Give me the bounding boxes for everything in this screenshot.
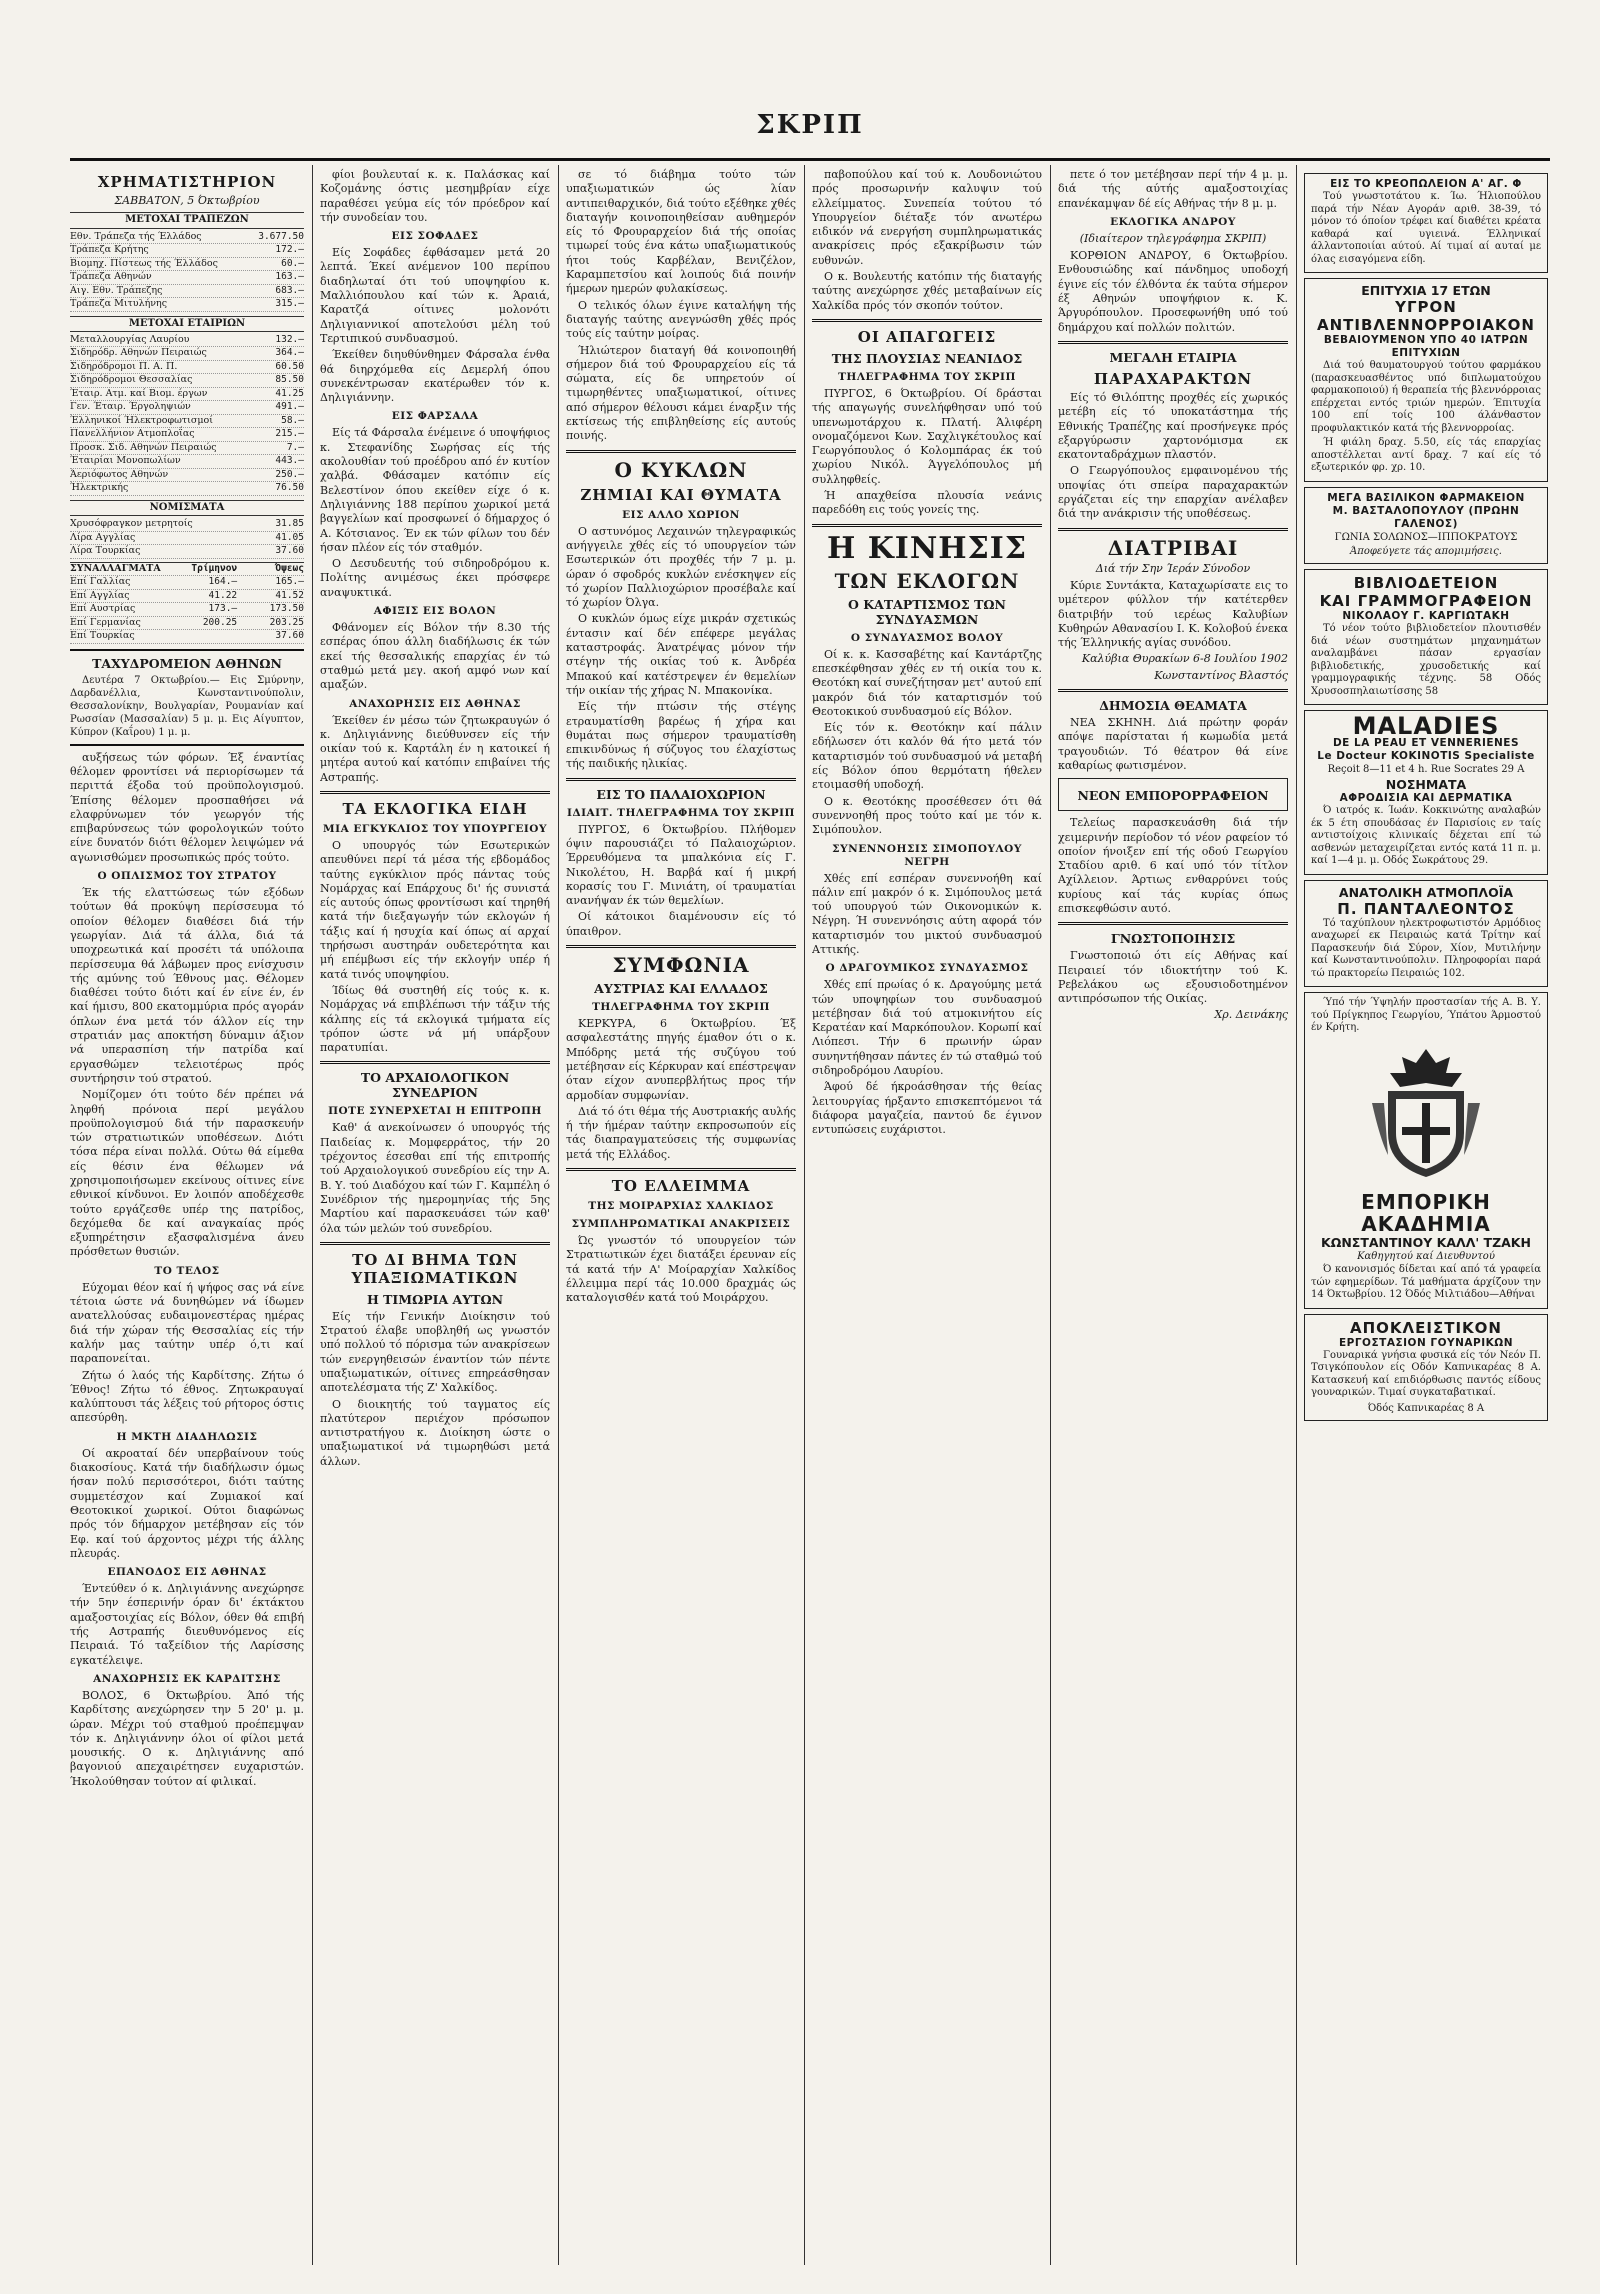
signature-name: Κωνσταντίνος Βλαστός <box>1154 668 1288 682</box>
article-paragraph: Καθ' ά ανεκοίνωσεν ό υπουργός τής Παιδείας κ. Μομφερράτος, τήν 20 τρέχοντος έσεσθαι επί τής επιτροπής τού Αρχαιολογικού συνεδρίου είς την Α. Β. Υ. τού Διαδόχου καί τών Γ. Καμπέλη ό Συνέδριον τής ημερομηνίας τής 5ης Μαρτίου καί παρασκευάσει τών καθ' όλα τών μελών τού συνεδρίου. <box>320 1121 550 1235</box>
fx-sight: 165.— <box>275 576 304 588</box>
market-row <box>70 347 304 361</box>
divider <box>320 1061 550 1064</box>
headline: ΔΗΜΟΣΙΑ ΘΕΑΜΑΤΑ <box>1099 698 1247 714</box>
market-row-name: Τράπεζα Αθηνών <box>70 271 152 283</box>
article-paragraph: Είς Σοφάδες έφθάσαμεν μετά 20 λεπτά. Έκεί ανέμενον 100 περίπου διαδηλωταί ότι τού υποψηφίου κ. Μαλλιόπουλου καί τών κ. Άραιά, Καρατζά οίτινες μολονότι Δηλιγιαννικοί αποτελούσι μέλη τού Τερτιπικού συνδυασμού. <box>320 246 550 345</box>
subheadline: ΤΗΛΕΓΡΑΦΗΜΑ ΤΟΥ ΣΚΡΙΠ <box>838 370 1016 383</box>
column-rule <box>312 165 313 2265</box>
fx-three <box>170 630 237 643</box>
article-paragraph: Ο υπουργός τών Εσωτερικών απευθύνει περί τά μέσα τής εβδομάδος ταύτης εγκύκλιον πρός πάντας τούς Νομάρχας καί Επάρχους δι' ής συνιστά είς αυτούς όπως φροντίσωσι καί τηρηθή κατά τήν διεξαγωγήν τών εκλογών ή τάξις καί ή ησυχία καί όπως αί αρχαί τηρήσωσι αυστηράν ουδετερότητα και μή επέμβωσι είς τήν εκλογήν υπέρ ή κατά τινός υποψηφίου. <box>320 838 550 981</box>
market-row-name: Σιδηρόδρομοι Π. Α. Π. <box>70 360 178 372</box>
market-row-value: 37.60 <box>275 545 304 557</box>
market-row <box>70 518 304 532</box>
market-row-value: 58.— <box>281 414 304 426</box>
headline: ΓΝΩΣΤΟΠΟΙΗΣΙΣ <box>1110 931 1236 947</box>
article-paragraph: ΝΕΑ ΣΚΗΝΗ. Διά πρώτην φοράν απόψε παρίσταται ή κωμωδία μετά τραγουδιών. Τό θέατρον θά είνε καθαρίως φωτισμένον. <box>1058 716 1288 772</box>
market-row <box>70 334 304 348</box>
headline: ΔΙΑΤΡΙΒΑΙ <box>1107 535 1239 560</box>
section-heading: ΕΙΣ ΦΑΡΣΑΛΑ <box>391 410 479 423</box>
subheadline: Ο ΣΥΝΔΥΑΣΜΟΣ ΒΟΛΟΥ <box>850 631 1004 644</box>
column-3 <box>566 168 796 2268</box>
article-paragraph: Ίδίως θά συστηθή είς τούς κ. κ. Νομάρχας νά επιβλέπωσι τήν τάξιν τής κάλπης είς τά εκλογικά τμήματα είς τρόπον ώστε νά μή υπάρξουν παρατυπίαι. <box>320 983 550 1055</box>
market-row <box>70 482 304 496</box>
market-row-name: Σιδηρόδρομοι Θεσσαλίας <box>70 374 193 386</box>
article-paragraph: Έκείθεν έν μέσω τών ζητωκραυγών ό κ. Δηλιγιάννης διεύθυνσεν είς τήν οικίαν τού κ. Καρτάλη έν η κατοικεί ή μητέρα αυτού καί κατόπιν επιβαίνει τής Αστραπής. <box>320 713 550 784</box>
fx-title: ΣΥΝΑΛΛΑΓΜΑΤΑ <box>70 562 161 574</box>
headline: ΕΙΣ ΤΟ ΠΑΛΑΙΟΧΩΡΙΟΝ <box>596 786 766 802</box>
market-row-value: 41.25 <box>275 387 304 399</box>
fx-row <box>70 603 304 617</box>
market-row-name: Έταιρ. Ατμ. καί Βιομ. έργων <box>70 387 208 399</box>
post-title: ΤΑΧΥΔΡΟΜΕΙΟΝ ΑΘΗΝΩΝ <box>92 655 282 671</box>
fx-name: Επί Γαλλίας <box>70 576 131 588</box>
market-date: ΣΑΒΒΑΤΟΝ, 5 Όκτωβρίου <box>114 194 260 207</box>
ad-title: ΜΕΓΑ ΒΑΣΙΛΙΚΟΝ ΦΑΡΜΑΚΕΙΟΝ <box>1327 491 1525 504</box>
section-heading: ΑΝΑΧΩΡΗΣΙΣ ΕΚ ΚΑΡΔΙΤΣΗΣ <box>93 1672 281 1685</box>
market-row-name: Προσκ. Σιδ. Αθηνών Πειραιώς <box>70 441 217 453</box>
ad-subtitle: ΕΡΓΟΣΤΑΣΙΟΝ ΓΟΥΝΑΡΙΚΩΝ <box>1339 1336 1513 1349</box>
royal-crest-icon <box>1366 1043 1486 1183</box>
fx-row <box>70 617 304 631</box>
subheadline: ΑΥΣΤΡΙΑΣ ΚΑΙ ΕΛΛΑΔΟΣ <box>594 981 768 997</box>
market-row-value: 76.50 <box>275 482 304 494</box>
ad-name: ΝΙΚΟΛΑΟΥ Γ. ΚΑΡΓΙΩΤΑΚΗ <box>1342 610 1510 623</box>
divider <box>70 744 304 746</box>
subheadline: ΖΗΜΙΑΙ ΚΑΙ ΘΥΜΑΤΑ <box>580 485 782 504</box>
article-paragraph: ΚΕΡΚΥΡΑ, 6 Όκτωβρίου. Έξ ασφαλεστάτης πηγής έμαθον ότι ο κ. Μπόδρης μετά τής συζύγου τού μετέβησαν είς Κέρκυραν καί επέστρεψαν όταν είχον ανυπερβλήτως προς τήν αρμοδίαν συμφωνίαν. <box>566 1017 796 1102</box>
market-row <box>70 428 304 442</box>
article-paragraph: Είς τόν κ. Θεοτόκην καί πάλιν εδήλωσεν ότι καλόν θά ήτο μετά τόν καταρτισμόν τού συνδυασμού νά μεταβή είς Βόλον όπου θερμότατη ήθελεν ετοιμασθή υποδοχή. <box>812 721 1042 792</box>
ad-price: Ή φιάλη δραχ. 5.50, είς τάς επαρχίας αποστέλλεται αντί δραχ. 7 καί είς τό εξωτερικόν φρ. χρ. 10. <box>1311 437 1541 473</box>
subheadline: ΤΗΣ ΜΟΙΡΑΡΧΙΑΣ ΧΑΛΚΙΔΟΣ <box>588 1200 774 1213</box>
ad-title: ΑΠΟΚΛΕΙΣΤΙΚΟΝ <box>1350 1318 1502 1337</box>
market-row-value: 60.— <box>281 257 304 269</box>
article-paragraph: Ο διοικητής τού ταγματος είς πλατύτερον περιέχον πρόσωπον αντιστρατήγου κ. Διοίκηση ώστε ο υπαξιωματικοί νά τιμωρηθώσι μετά άλλων. <box>320 1397 550 1468</box>
masthead <box>70 110 1550 150</box>
market-row <box>70 258 304 272</box>
ad-title: MALADIES <box>1352 712 1500 741</box>
market-row <box>70 455 304 469</box>
subheadline: Ο ΚΑΤΑΡΤΙΣΜΟΣ ΤΩΝ ΣΥΝΔΥΑΣΜΩΝ <box>848 596 1006 627</box>
ad-subtitle: Καθηγητού καί Διευθυντού <box>1357 1250 1495 1262</box>
ad-butcher <box>1304 173 1548 273</box>
column-1 <box>70 168 304 2268</box>
fx-sight: 37.60 <box>275 630 304 642</box>
section-heading: Η ΜΚΤΗ ΔΙΑΔΗΛΩΣΙΣ <box>116 1430 258 1443</box>
market-row-name: Τράπεζα Μιτυλήνης <box>70 298 168 310</box>
article-paragraph: Διά τό ότι θέμα τής Αυστριακής αυλής ή τήν ήμέραν ταύτην εκπροσωπούν είς τάς διαπραγματεύσεις τής συμφωνίας μετά τής Ελλάδος. <box>566 1104 796 1161</box>
article-paragraph: ΒΟΛΟΣ, 6 Όκτωβρίου. Άπό τής Καρδίτσης ανεχώρησεν την 5 20' μ. μ. ώραν. Μέχρι τού σταθμού προέπεμψαν τόν κ. Δηλιγιάννην όλοι οί φίλοι μετά μουσικής. Ο κ. Δηλιγιάννης από βαγονιού απεχαιρέτησεν ευχαριστών. Ήκολούθησαν τούτον αί φιλικαί. <box>70 1688 304 1788</box>
article-paragraph: Ο Γεωργόπουλος εμφαινομένου τής υποψίας ότι σπείρα παραχαρακτών εργάζεται είς την επαρχίαν ανέλαβεν διά την ανάκρισιν τής υποθέσεως. <box>1058 464 1288 521</box>
divider <box>566 450 796 453</box>
article-paragraph: Νομίζομεν ότι τούτο δέν πρέπει νά ληφθή πρόνοια περί μεγάλου προϋπολογισμού διά τήν παρασκευήν τών στρατιωτικών υποθέσεων. Διότι τόσα πέρα είναι πολλά. Ούτω θά είμεθα είς θέσιν ένα θέλωμεν νά χρησιμοποιήσωμεν εκείνους οίτινες είνε εθνικοί κίνδυνοι. Εν λοιπόν αποδέχεσθε τούτο εργάζεσθε υπέρ της πατρίδος, δεχόμεθα δε καί αναγκαίας πρός εξυπηρέτησιν εξασφαλισμένα άνευ πρόσθετων θυσιών. <box>70 1088 304 1259</box>
market-row-name: Άεριόφωτος Αθηνών <box>70 468 169 480</box>
article-paragraph: Ο Δεσυδευτής τού σιδηροδρόμου κ. Πολίτης ανιμέσως έκει πρόσφερε αναψυκτικά. <box>320 557 550 599</box>
ad-academy <box>1304 992 1548 1308</box>
market-row-name: Χρυσόφραγκον μετρητοίς <box>70 518 193 530</box>
article-paragraph: φίοι βουλευταί κ. κ. Παλάσκας καί Κοζομάνης όστις μεσημβρίαν είχε παραθέσει γεύμα είς τόν πρόεδρον καί τήν συνοδείαν του. <box>320 168 550 224</box>
ad-note: Άποφεύγετε τάς απομιμήσεις. <box>1350 545 1502 557</box>
fx-three: 200.25 <box>202 616 238 628</box>
ad-title: ΕΜΠΟΡΙΚΗ ΑΚΑΔΗΜΙΑ <box>1361 1189 1491 1236</box>
article-paragraph: Εύχομαι θέον καί ή ψήφος σας νά είνε τέτοια ώστε νά δυνηθώμεν νά ίδωμεν ανατελλούσας ευδαιμονεστέρας ημέρας διά τήν χώραν τής Θεσσαλίας είς τήν καλήν μας ταύτην υπέρ ό,τι καί παραπονείται. <box>70 1280 304 1366</box>
article-paragraph: Οί ακροαταί δέν υπερβαίνουν τούς διακοσίους. Κατά τήν διαδήλωσιν όμως ήσαν πολύ περισσότεροι, διότι ταύτης συμμετέσχον καί Ζυμιακοί καί Θεοτοκικοί χωρικοί. Ούτοι διαφώνως πρός τόν δήμαρχον μετέβησαν είς τόν Εφ. καί τού άρχοντος μέχρι τής άλλης πλευράς. <box>70 1446 304 1560</box>
article-paragraph: αυξήσεως τών φόρων. Έξ έναντίας θέλομεν φροντίσει νά περιορίσωμεν τά περιττά έξοδα τού προϋπολογισμού. Έπίσης θέλομεν προσπαθήσει νά ελαφρύνωμεν τόν γεωργόν τής επιβαρύνσεως τών φορολογικών τούτο είνε δυνατόν διότι θέλομεν λειψώμεν νά αγωνισθώμεν προσωπικώς πρός τούτο. <box>70 750 304 864</box>
article-paragraph: Φθάνομεν είς Βόλον τήν 8.30 τής εσπέρας όπου άλλη διαδήλωσις έκ τών εκεί τής θεσσαλικής επαρχίας έν τώ σταθμώ μετά μεγ. ακοή αμφό νων καί αμαξών. <box>320 621 550 692</box>
ad-subtitle: ΒΕΒΑΙΟΥΜΕΝΟΝ ΥΠΟ 40 ΙΑΤΡΩΝ ΕΠΙΤΥΧΙΩΝ <box>1323 334 1529 359</box>
ad-text: Ό ιατρός κ. Ίωάν. Κοκκινώτης αναλαβών έκ 5 έτη σπουδάσας έν Παρισίοις εν ταίς αντιστοίχοις κλινικαίς δέχεται επί τώ ασθενών μεταχειρίζεται εντός κατά 11 π. μ. καί 1—4 μ. μ. Οδός Σωκράτους 29. <box>1311 805 1541 867</box>
column-6-ads <box>1304 168 1548 2268</box>
column-4 <box>812 168 1042 2268</box>
article-paragraph: Οί κάτοικοι διαμένουσιν είς τό ύπαιθρον. <box>566 910 796 938</box>
market-row-value: 172.— <box>275 244 304 256</box>
section-heading: ΕΠΑΝΟΔΟΣ ΕΙΣ ΑΘΗΝΑΣ <box>107 1566 267 1579</box>
article-paragraph: Ο αστυνόμος Λεχαινών τηλεγραφικώς ανήγγειλε χθές είς τό υπουργείον τών Εσωτερικών ότι προχθές τήν 7 μ. μ. ώραν ό σφοδρός κυκλών ενέσκηψεν είς τό χωρίον Παλλιοχώριον προσέβαλε καί τό χωρίον Όλγα. <box>566 524 796 610</box>
headline: Ο ΚΥΚΛΩΝ <box>614 457 748 482</box>
banks-title: ΜΕΤΟΧΑΙ ΤΡΑΠΕΖΩΝ <box>70 212 304 228</box>
column-rule <box>804 165 805 2265</box>
article-paragraph: Είς τά Φάρσαλα ένέμεινε ό υποψήφιος κ. Στεφανίδης Σωρήσας είς τής ακολουθίαν τού προέδρου από έν κυτίον χαλβά. Φθάσαμεν κατόπιν είς Βελεστίνον όπου εκείθεν είχε ό κ. Δηλιγιάννης 188 περίπου χωρικοί μετά βαγγελίων καί προσφωνεί ό δήμαρχος ό Α. Κότσιανος. Έν εκ τών φίλων του δέν ήσαν πλέον είς τόν σταθμόν. <box>320 426 550 554</box>
fx-table <box>70 576 304 644</box>
market-row <box>70 469 304 483</box>
section-heading: ΑΦΙΞΙΣ ΕΙΣ ΒΟΛΟΝ <box>373 605 497 618</box>
article-paragraph: ΠΥΡΓΟΣ, 6 Όκτωβρίου. Οί δράσται τής απαγωγής συνελήφθησαν υπό τού υπενωμοτάρχου κ. Πλατή. Άλιφέρη ονομαζόμενοι Κων. Σαχλιγκέτουλος καί Γεωργόπουλος ό Κολομπάρας έκ τού χωρίου Νικόλ. Άγγελόπουλος μή συλληφθείς. <box>812 386 1042 486</box>
companies-table <box>70 334 304 496</box>
market-row-value: 215.— <box>275 428 304 440</box>
subheadline: ΜΙΑ ΕΓΚΥΚΛΙΟΣ ΤΟΥ ΥΠΟΥΡΓΕΙΟΥ <box>323 822 547 835</box>
ad-subtitle: ΚΩΝΣΤΑΝΤΙΝΟΥ ΚΑΛΛ' ΤΖΑΚΗ <box>1321 1234 1531 1250</box>
divider <box>566 1168 796 1171</box>
section-heading: ΑΝΑΧΩΡΗΣΙΣ ΕΙΣ ΑΘΗΝΑΣ <box>349 697 521 710</box>
divider <box>1058 689 1288 692</box>
fx-three: 164.— <box>208 576 238 588</box>
market-row-name: Έλληνικοί Ήλεκτροφωτισμοί <box>70 414 213 426</box>
ad-pharmacy <box>1304 487 1548 565</box>
divider <box>1058 341 1288 344</box>
fx-sight: 173.50 <box>269 603 304 615</box>
market-row <box>70 532 304 546</box>
subheadline: ΣΥΜΠΛΗΡΩΜΑΤΙΚΑΙ ΑΝΑΚΡΙΣΕΙΣ <box>571 1218 791 1231</box>
fx-name: Επί Αυστρίας <box>70 603 136 615</box>
banks-table <box>70 231 304 312</box>
market-row <box>70 231 304 245</box>
market-row-value: 491.— <box>275 401 304 413</box>
article-paragraph: Είς τήν Γενικήν Διοίκησιν τού Στρατού έλαβε υποβληθή ως γνωστόν υπό πολλού τό πόρισμα τών ανακρίσεων τών ενεργηθεισών έναντίον τών πέντε υπαξιωματικών, οίτινες επηρεάσθησαν αποτελέσματα τής Ζ' Χαλκίδος. <box>320 1309 550 1395</box>
market-row-name: Αιγ. Εθν. Τράπεζης <box>70 284 163 296</box>
ad-subtitle: Μ. ΒΑΣΤΑΛΟΠΟΥΛΟΥ (ΠΡΩΗΝ ΓΑΛΕΝΟΣ) <box>1332 504 1520 530</box>
subheadline: Η ΤΙΜΩΡΙΑ ΑΥΤΩΝ <box>366 1291 504 1307</box>
article-paragraph: Κύριε Συντάκτα, Καταχωρίσατε εις το υμέτερον φύλλον τήν κατέτερθεν διατριβήν τού ιερέως Καλυβίων Κυθηρών Αθανασίου Ι. Κ. Κολοβού ένεκα τής Έλληνικής αγίας συνόδου. <box>1058 578 1288 650</box>
ad-doctor <box>1304 710 1548 875</box>
fx-header <box>70 562 304 577</box>
column-5 <box>1058 168 1288 2268</box>
fx-name: Επί Αγγλίας <box>70 589 130 601</box>
section-heading: ΕΙΣ ΣΟΦΑΔΕΣ <box>391 230 479 243</box>
article-paragraph: Έκ τής ελαττώσεως τών εξόδων τούτων θά προκύψη περίσσευμα τό οποίον θέλομεν διαθέσει διά τήν γεωργίαν. Διά τά άλλα, διά τά υποχρεωτικά καί προσέτι τά υπόλοιπα περίσσευμα θά λάβωμεν προς ενίσχυσιν τής αμύνης τού Έθνους μας. Θέλομεν διαθέσει τούτο διότι καί έν είνε έν, έν καί ήμισυ, 800 εκατομμύρια πρός αγοράν όπλων ένα μετά τόν άλλον είς την στρατιάν μας αποκτήση δύναμιν άξιον νά υπερασπίση τήν πατρίδα καί εργασθώμεν τελειοτέρως πρός συντήρησιν τού στρατού. <box>70 886 304 1085</box>
coins-table <box>70 518 304 559</box>
ad-text: Τού γνωστοτάτου κ. Ίω. Ήλιοπούλου παρά τήν Νέαν Αγοράν αριθ. 38-39, τό μόνον τό όποίον τρέφει καί διαθέτει κρέατα καθαρά καί υγιεινά. Έλληνικαί άλλαντοποιίαι αύτού. Αί τιμαί αί αυταί με όλας εισαγόμενα είδη. <box>1311 191 1541 265</box>
article-paragraph: Χθές επί πρωίας ό κ. Δραγούμης μετά τών υποψηφίων του συνδυασμού μετέβησαν διά τού ατμοκινήτου είς Κερατέαν καί Μαρκόπουλον. Κορωπί καί Λιόπεσι. Τήν 6 πρωινήν ώραν συνηντήθησαν πάντες έν τώ σταθμώ τού σιδηροδρόμου Λαυρίου. <box>812 978 1042 1078</box>
fx-row <box>70 630 304 644</box>
ad-furs <box>1304 1314 1548 1421</box>
headline: ΣΥΜΦΩΝΙΑ <box>612 953 750 978</box>
article-paragraph: σε τό διάβημα τούτο τών υπαξιωματικών ώς λίαν αντιπειθαρχικόν, διά τούτο εξέθηκε χθές διαταγήν κοινοποιηθείσαν αυθημερόν είς τό Φρουραρχείον διά τής οποίας τιμωρεί τούς ένα κάτω υπαξιωματικούς ήτοι τούς Καρβέλαν, Βενιζέλον, Καραμπετσίου καί λοιπούς διά ποινήν ήμερων ημερών φυλακίσεως. <box>566 168 796 296</box>
subheadline: ΤΗΛΕΓΡΑΦΗΜΑ ΤΟΥ ΣΚΡΙΠ <box>592 1001 770 1014</box>
ad-hours: Reçoit 8—11 et 4 h. Rue Socrates 29 A <box>1327 764 1525 776</box>
ad-title: ΑΝΑΤΟΛΙΚΗ ΑΤΜΟΠΛΟΪΑ <box>1338 884 1514 900</box>
ad-title: ΕΠΙΤΥΧΙΑ 17 ΕΤΩΝ <box>1361 283 1491 298</box>
market-row-name: Έταιρίαι Μονοπωλίων <box>70 455 181 467</box>
section-heading: Ο ΔΡΑΓΟΥΜΙΚΟΣ ΣΥΝΔΥΑΣΜΟΣ <box>825 962 1029 975</box>
market-row <box>70 298 304 312</box>
article-paragraph: Ο τελικός όλων έγινε καταλήψη τής διαταγής ταύτης ανεγνώσθη χθές πρός τούς είς ταύτην μοίρας. <box>566 298 796 341</box>
market-row-value: 443.— <box>275 455 304 467</box>
column-rule <box>1050 165 1051 2265</box>
fx-name: Επί Γερμανίας <box>70 616 141 628</box>
headline: ΤΟ ΔΙ ΒΗΜΑ ΤΩΝ ΥΠΑΞΙΩΜΑΤΙΚΩΝ <box>351 1250 519 1287</box>
subheadline: Διά τήν Σην Ίεράν Σύνοδον <box>1095 561 1251 575</box>
fx-sight: 203.25 <box>269 616 304 628</box>
headline: Η ΚΙΝΗΣΙΣ <box>826 530 1028 566</box>
market-row-value: 163.— <box>275 271 304 283</box>
article-paragraph: παβοπούλου καί τού κ. Λουδονιώτου πρός προσωρινήν καλυψιν τού ελλείμματος. Συνεπεία τούτου τό Υπουργείον διέταξε τόν ανωτέρω ειδικόν νά ενεργήση συμπληρωματικάς ανακρίσεις πρός εξακρίβωσιν τών ευθυνών. <box>812 168 1042 267</box>
subheadline: ΙΔΙΑΙΤ. ΤΗΛΕΓΡΑΦΗΜΑ ΤΟΥ ΣΚΡΙΠ <box>567 806 795 819</box>
divider <box>566 945 796 948</box>
market-row <box>70 271 304 285</box>
headline: ΤΟ ΕΛΛΕΙΜΜΑ <box>611 1177 751 1196</box>
market-row-value: 3.677.50 <box>258 230 304 242</box>
section-heading: ΣΥΝΕΝΝΟΗΣΙΣ ΣΙΜΟΠΟΥΛΟΥ ΝΕΓΡΗ <box>832 842 1022 868</box>
article-paragraph: Χθές επί εσπέραν συνεννοήθη καί πάλιν επί μακρόν ό κ. Σιμόπουλος μετά τού υπουργού τών Οικονομικών κ. Νέγρη. Ή συνεννόησις αύτη αφορά τόν καταρτισμόν του μικτού συνδυασμού Αττικής. <box>812 871 1042 956</box>
article-paragraph: Είς τήν πτώσιν τής στέγης ετραυματίσθη βαρέως ή χήρα και θυμάται πως σήμερον τραυματίσθη επικινδύνως ή σύζυγος του έλαχίστως τής παιδικής ηλικίας. <box>566 700 796 771</box>
market-row-value: 31.85 <box>275 518 304 530</box>
subheadline: ΠΟΤΕ ΣΥΝΕΡΧΕΤΑΙ Η ΕΠΙΤΡΟΠΗ <box>328 1105 542 1118</box>
shop-box <box>1058 778 1288 811</box>
ad-name: Le Docteur KOKINOTIS Specialiste <box>1317 750 1535 763</box>
ad-text: Ό κανονισμός δίδεται καί από τά γραφεία τών εφημερίδων. Τά μαθήματα άρχίζουν την 14 Όκτωβρίου. 12 Όδός Μιλτιάδου—Αθήναι <box>1311 1264 1541 1301</box>
article-paragraph: Άφού δέ ήκροάσθησαν τής θείας λειτουργίας ήρξαντο επισκεπτόμενοι τά διάφορα μαγαζεία, παντού δε έγινον εντυπώσεις ευχάριστοι. <box>812 1080 1042 1137</box>
market-row <box>70 388 304 402</box>
subheadline: ΤΩΝ ΕΚΛΟΓΩΝ <box>834 568 1020 593</box>
market-row-value: 85.50 <box>275 374 304 386</box>
market-title: ΧΡΗΜΑΤΙΣΤΗΡΙΟΝ <box>97 173 277 191</box>
divider <box>1058 922 1288 925</box>
signature-date: Καλύβια Θυρακίων 6-8 Ιουλίου 1902 <box>1081 652 1288 666</box>
fx-three: 173.— <box>208 603 238 615</box>
market-row-value: 60.50 <box>275 360 304 372</box>
column-2 <box>320 168 550 2268</box>
column-rule <box>558 165 559 2265</box>
divider <box>320 1242 550 1245</box>
ad-subtitle: Π. ΠΑΝΤΑΛΕΟΝΤΟΣ <box>1337 899 1515 918</box>
article-paragraph: Γνωστοποιώ ότι είς Αθήνας καί Πειραιεί τόν ιδιοκτήτην τού Κ. Ρεβελάκου ως εξουσιοδοτημένον αντιπρόσωπον τής Οικίας. <box>1058 949 1288 1006</box>
ad-title: ΕΙΣ ΤΟ ΚΡΕΟΠΩΛΕΙΟΝ Α' ΑΓ. Φ <box>1330 178 1522 190</box>
article-paragraph: Είς τό Θιλόπτης προχθές είς χωρικός μετέβη είς τό υποκατάστημα τής Εθνικής Τραπέζης καί προσήνεγκε πρός εξαργύρωσιν χαρτονόμισμα εκ εκατονταδράχμων πλαστόν. <box>1058 390 1288 462</box>
article-paragraph: ΠΥΡΓΟΣ, 6 Όκτωβρίου. Πλήθομεν όψιν παρουσιάζει τό Παλαιοχώριον. Έρρευθόμενα τα μπαλκόνια είς Γ. Νικολέτου, Η. Βαρβά καί ή μικρή κορασίς του Γ. Μινιάτη, οί τραυματίαι ανανήψαν έκ τών θεμελίων. <box>566 822 796 908</box>
ad-subtitle: ΚΑΙ ΓΡΑΜΜΟΓΡΑΦΕΙΟΝ <box>1319 592 1533 611</box>
headline: ΟΙ ΑΠΑΓΩΓΕΙΣ <box>857 327 997 346</box>
ad-subtitle: DE LA PEAU ET VENNERIENES <box>1332 737 1520 750</box>
fx-col-three: Τρίμηνον <box>191 562 238 574</box>
market-row <box>70 285 304 299</box>
ad-remedy <box>1304 278 1548 482</box>
article-paragraph: Τελείως παρασκευάσθη διά τήν χειμερινήν περίοδον τό νέον ραφείον τό οποίον ήνοιξεν επί τής οδού Γεωργίου Σταδίου αριθ. 6 καί υπό τόν τίτλον Αχίλλειον. Άρτιως ενθαρρύνει τούς κυρίους καί τάς κυρίας όπως επισκεφθώσιν αυτό. <box>1058 816 1288 915</box>
ad-address: ΓΩΝΙΑ ΣΟΛΩΝΟΣ—ΙΠΠΟΚΡΑΤΟΥΣ <box>1334 531 1518 543</box>
ad-text: Τό ταχύπλουν ηλεκτροφωτιστόν Αρμόδιος αναχωρεί εκ Πειραιώς κατά Τρίτην καί Παρασκευήν διά Σύρον, Χίον, Μυτιλήνην καί Κωνσταντινούπολιν. Πληροφορίαι παρά τώ πρακτορείω Πειραιώς 102. <box>1311 917 1541 979</box>
market-row-name: Τράπεζα Κρήτης <box>70 244 149 256</box>
market-row <box>70 415 304 429</box>
market-row <box>70 374 304 388</box>
headline: ΝΕΟΝ ΕΜΠΟΡΟΡΡΑΦΕΙΟΝ <box>1077 788 1269 804</box>
masthead-rule <box>70 158 1550 161</box>
ad-text: Διά τού θαυματουργού τούτου φαρμάκου (παρασκευασθέντος υπό διπλωματούχου φαρμακοποιού) ή θεραπεία τής βλεννόρροιας επέρχεται εντός τριών ημερών. Έπιτυχία 100 επί τοίς 100 άλάνθαστον προφυλακτικόν κατά τής βλεννορροίας. <box>1311 360 1541 434</box>
article-paragraph: Ο κυκλών όμως είχε μικράν σχετικώς έντασιν καί δέν επέφερε μεγάλας καταστροφάς. Άνατρέψας μόνον τήν στέγην τής οικίας τού κ. Άνδρέα Μπακού καί κατέστρεψεν έν θεμελίων τήν οικίαν τής χήρας Ν. Μπακονίκα. <box>566 612 796 697</box>
market-row-name: Σιδηρόδρ. Αθηνών Πειραιώς <box>70 347 207 359</box>
subheadline: ΠΑΡΑΧΑΡΑΚΤΩΝ <box>1093 369 1253 388</box>
ad-subtitle: ΑΦΡΟΔΙΣΙΑ ΚΑΙ ΔΕΡΜΑΤΙΚΑ <box>1339 792 1513 805</box>
article-paragraph: Ώς γνωστόν τό υπουργείον τών Στρατιωτικών έχει διατάξει έρευναν είς τά κατά τήν Α' Μοίραρχίαν Χαλκίδος έλλειμμα περί τάς 10.000 δραχμάς ώς καταλογισθέν κατά τού Μοιράρχου. <box>566 1234 796 1305</box>
market-row-value: 683.— <box>275 284 304 296</box>
divider <box>320 791 550 794</box>
companies-title: ΜΕΤΟΧΑΙ ΕΤΑΙΡΙΩΝ <box>70 316 304 332</box>
article-paragraph: Ο κ. Βουλευτής κατόπιν τής διαταγής ταύτης ανεχώρησε χθές μεταβαίνων είς Χαλκίδα πρός τόν σκοπόν τούτον. <box>812 270 1042 312</box>
ad-text: Γουναρικά γνήσια φυσικά είς τόν Νεόν Π. Τσιγκόπουλον είς Οδόν Καπνικαρέας 8 Α. Κατασκευή καί επιδιόρθωσις παντός είδους γουναρικών. Τιμαί συγκαταβατικαί. <box>1311 1349 1541 1399</box>
divider <box>812 319 1042 322</box>
divider <box>1058 528 1288 531</box>
ad-shipping <box>1304 880 1548 988</box>
divider <box>566 778 796 781</box>
fx-col-sight: Όψεως <box>275 562 304 574</box>
market-row-value: 250.— <box>275 468 304 480</box>
subheadline: ΕΙΣ ΑΛΛΟ ΧΩΡΙΟΝ <box>622 508 740 521</box>
market-row-value: 41.05 <box>275 531 304 543</box>
ad-subtitle: ΝΟΣΗΜΑΤΑ <box>1385 777 1467 793</box>
newspaper-page <box>70 0 1550 2294</box>
section-subheading: (Ιδιαίτερον τηλεγράφημα ΣΚΡΙΠ) <box>1079 231 1267 245</box>
column-rule <box>1296 165 1297 2265</box>
ad-bindery <box>1304 569 1548 705</box>
article-paragraph: Ο κ. Θεοτόκης προσέθεσεν ότι θά συνεννοηθή προς τούτο καί με τόν κ. Σιμόπουλον. <box>812 794 1042 837</box>
market-row <box>70 401 304 415</box>
ad-text: Τό νέον τούτο βιβλιοδετείον πλουτισθέν διά νέων συστημάτων μηχανημάτων αναλαμβάνει πάσαν εργασίαν βιβλιοδετικής, χρυσοδετικής καί γραμμογραφικής τέχνης. 58 Οδός Χρυσοσπηλαιωτίσσης 58 <box>1311 623 1541 697</box>
market-row-name: Μεταλλουργίας Λαυρίου <box>70 333 190 345</box>
article-paragraph: Έντεύθεν ό κ. Δηλιγιάννης ανεχώρησε τήν 5ην έσπερινήν όραν δι' έκτάκτου αμαξοστοιχίας είς Βόλον, όθεν θά επιβή τής Αστραπής διευθυνόμενος είς Πειραιά. Τό ταξείδιον τής Λαρίσσης εγκατέλειψε. <box>70 1582 304 1667</box>
section-heading: ΕΚΛΟΓΙΚΑ ΑΝΔΡΟΥ <box>1110 215 1236 228</box>
article-paragraph: Ζήτω ό λαός τής Καρδίτσης. Ζήτω ό Έθνος! Ζήτω τό έθνος. Ζητωκραυγαί καλύπτουσι τάς λέξεις τού ρήτορος όστις απεσύρθη. <box>70 1368 304 1425</box>
market-row <box>70 361 304 375</box>
coins-title: ΝΟΜΙΣΜΑΤΑ <box>70 500 304 516</box>
market-row-name: Ήλεκτρικής <box>70 482 129 494</box>
section-heading: ΤΟ ΤΕΛΟΣ <box>154 1264 220 1277</box>
fx-sight: 41.52 <box>275 589 304 601</box>
divider <box>70 649 304 651</box>
section-heading: Ο ΟΠΛΙΣΜΟΣ ΤΟΥ ΣΤΡΑΤΟΥ <box>97 870 277 883</box>
article-paragraph: ΚΟΡΘΙΟΝ ΑΝΔΡΟΥ, 6 Όκτωβρίου. Ενθουσιώδης καί πάνδημος υποδοχή έγινε είς τόν έλθόντα έκ ταύτα σήμερον έξ Αθηνών υποψήφιον κ. Κ. Άργυρόπουλον. Προσεφωνήθη υπό τού δημάρχου καί πολλών πολιτών. <box>1058 249 1288 334</box>
market-row-name: Βιομηχ. Πίστεως τής Έλλάδος <box>70 257 218 269</box>
post-text: Δευτέρα 7 Οκτωβρίου.— Εις Σμύρνην, Δαρδανέλλια, Κωνσταντινούπολιν, Θεσσαλονίκην, Βουλγαρίαν, Ρουμανίαν καί Ρωσσίαν (Μασσαλίαν) 5 μ. μ. Εις Αίγυπτον, Κύπρον (Καΐρου) 1 μ. μ. <box>70 674 304 738</box>
market-row-name: Γεν. Έταιρ. Έργοληψιών <box>70 401 191 413</box>
ad-subtitle: ΥΓΡΟΝ ΑΝΤΙΒΛΕΝΝΟΡΡΟΙΑΚΟΝ <box>1317 298 1535 334</box>
divider <box>812 524 1042 527</box>
ad-text: Ύπό τήν Ύψηλήν προστασίαν τής Α. Β. Υ. τού Πρίγκηπος Γεωργίου, Ύπάτου Άρμοστού έν Κρήτη. <box>1311 997 1541 1034</box>
signature-name: Χρ. Δεινάκης <box>1214 1008 1288 1022</box>
fx-name: Επί Τουρκίας <box>70 630 135 642</box>
market-row <box>70 244 304 258</box>
ad-title: ΒΙΒΛΙΟΔΕΤΕΙΟΝ <box>1353 574 1499 593</box>
subheadline: ΤΗΣ ΠΛΟΥΣΙΑΣ ΝΕΑΝΙΔΟΣ <box>831 350 1023 366</box>
headline: ΤΑ ΕΚΛΟΓΙΚΑ ΕΙΔΗ <box>342 799 528 818</box>
market-row-name: Λίρα Αγγλίας <box>70 531 136 543</box>
market-row-value: 364.— <box>275 347 304 359</box>
fx-three: 41.22 <box>208 589 238 601</box>
article-paragraph: Έκείθεν διηυθύνθημεν Φάρσαλα ένθα θά διηρχόμεθα είς Δεμερλή όπου συνεκέντρωσαν εκατέρωθεν τόν κ. Δηλιγιάννην. <box>320 348 550 405</box>
article-paragraph: Οί κ. κ. Κασσαβέτης καί Καντάρτζης επεσκέφθησαν χθές εν τή οικία του κ. Θεοτόκη καί συνεζήτησαν μετ' αυτού επί μακρόν διά τόν καταρτισμόν τού Θεοτοκικού συνδυασμού είς Βόλον. <box>812 647 1042 718</box>
headline: ΜΕΓΑΛΗ ΕΤΑΙΡΙΑ <box>1109 349 1237 365</box>
market-row <box>70 442 304 456</box>
market-row-name: Πανελλήνιον Ατμοπλοΐας <box>70 428 195 440</box>
article-paragraph: Ήλιώτερον διαταγή θά κοινοποιηθή σήμερον διά τού Φρουραρχείου είς τά σώματα, είς δε υπηρετούν οί τιμωρηθέντες υπαξιωματικοί, οίτινες από σήμερον θέλουσι κάμει έναρξιν τής εκτίσεως τής επιβληθείσης είς αυτούς ποινής. <box>566 343 796 443</box>
article-paragraph: Ή απαχθείσα πλουσία νεάνις παρεδόθη εις τούς γονείς της. <box>812 489 1042 517</box>
ad-address: Όδός Καπνικαρέας 8 Α <box>1367 1402 1485 1414</box>
market-row-name: Λίρα Τουρκίας <box>70 545 141 557</box>
headline: ΤΟ ΑΡΧΑΙΟΛΟΓΙΚΟΝ ΣΥΝΕΔΡΙΟΝ <box>360 1070 510 1101</box>
article-paragraph: πετε ό τον μετέβησαν περί τήν 4 μ. μ. διά τής αύτής αμαξοστοιχίας επανέκαμψαν δέ είς Αθήνας τήν 8 μ. μ. <box>1058 168 1288 210</box>
market-row-value: 7.— <box>286 441 304 453</box>
market-row-value: 315.— <box>275 298 304 310</box>
fx-row <box>70 576 304 590</box>
market-row-value: 132.— <box>275 333 304 345</box>
fx-row <box>70 590 304 604</box>
newspaper-title: ΣΚΡΙΠ <box>756 110 864 140</box>
market-row-name: Εθν. Τράπεζα τής Έλλάδος <box>70 230 202 242</box>
market-row <box>70 545 304 559</box>
